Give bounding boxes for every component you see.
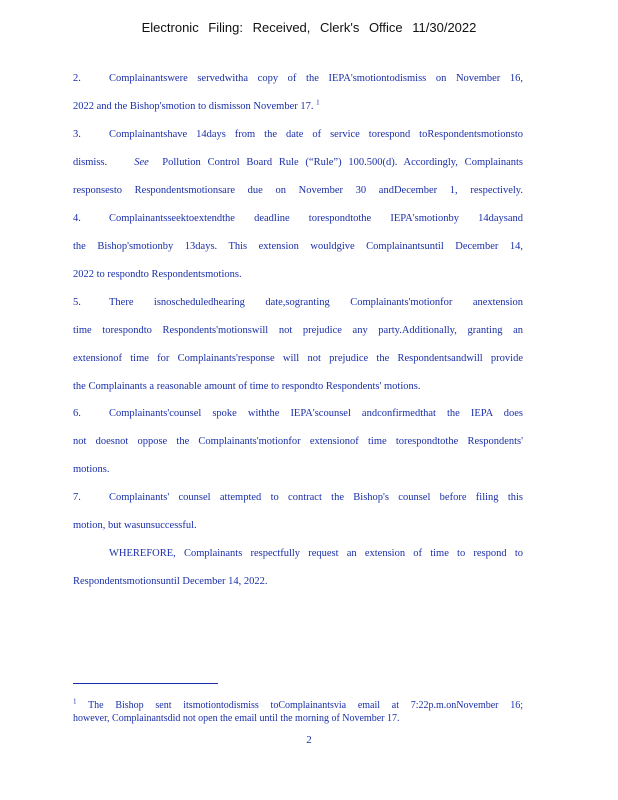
footnote-separator: [73, 683, 218, 684]
footnote-marker: 1: [73, 697, 77, 706]
footnote-text: The Bishop sent itsmotiontodismiss toComplainantsvia email at 7:22p.m.onNovember 16;: [88, 700, 523, 711]
wherefore-text: WHEREFORE, Complainants respectfully request an extension of time to respond to: [109, 548, 523, 559]
paragraph-text: Pollution Control Board Rule (“Rule”) 100.500(d). Accordingly, Complainants: [162, 157, 524, 168]
paragraph-3-line-1: [73, 128, 523, 142]
paragraph-number: 3.: [73, 129, 81, 140]
paragraph-text: motion, but wasunsuccessful.: [73, 520, 197, 531]
paragraph-text: 2022 to respondto Respondentsmotions.: [73, 269, 242, 280]
paragraph-number: 5.: [73, 297, 81, 308]
paragraph-text: not doesnot oppose the Complainants'motionfor extensionof time torespondtothe Respondents': [73, 436, 523, 447]
paragraph-6-line-3: [73, 463, 523, 477]
paragraph-text: Complainantshave 14days from the date of service torespond toRespondentsmotionsto: [109, 129, 523, 140]
paragraph-2-line-1: [73, 72, 523, 86]
paragraph-text: motions.: [73, 464, 110, 475]
wherefore-text: Respondentsmotionsuntil December 14, 2022.: [73, 576, 268, 587]
footnote-line-2: [73, 712, 523, 725]
paragraph-number: 7.: [73, 492, 81, 503]
paragraph-text: Complainants'counsel spoke withthe IEPA'scounsel andconfirmedthat the IEPA does: [109, 408, 523, 419]
paragraph-text: Complainantswere servedwitha copy of the IEPA'smotiontodismiss on November 16,: [109, 73, 523, 84]
paragraph-5-line-4: [73, 380, 523, 394]
paragraph-text: responsesto Respondentsmotionsare due on November 30 andDecember 1, respectively.: [73, 185, 523, 196]
footnote-line-1: [73, 699, 523, 712]
paragraph-number: 6.: [73, 408, 81, 419]
paragraph-5-line-2: [73, 324, 523, 338]
paragraph-number: 2.: [73, 73, 81, 84]
paragraph-text: dismiss.: [73, 157, 108, 168]
paragraph-7-line-1: [73, 491, 523, 505]
paragraph-number: 4.: [73, 213, 81, 224]
paragraph-5-line-3: [73, 352, 523, 366]
paragraph-text: Complainantsseektoextendthe deadline torespondtothe IEPA'smotionby 14daysand: [109, 213, 523, 224]
paragraph-text: There isnoscheduledhearing date,sogranting Complainants'motionfor anextension: [109, 297, 523, 308]
paragraph-4-line-1: [73, 212, 523, 226]
paragraph-5-line-1: [73, 296, 523, 310]
page-number: 2: [306, 734, 312, 746]
paragraph-4-line-3: [73, 268, 523, 282]
paragraph-text: 2022 and the Bishop'smotion to dismisson November 17.: [73, 101, 314, 112]
paragraph-3-line-2: [73, 156, 523, 170]
paragraph-7-line-2: [73, 519, 523, 533]
wherefore-line-1: [109, 547, 523, 561]
paragraph-text: time torespondto Respondents'motionswill not prejudice any party.Additionally, granting an: [73, 325, 523, 336]
paragraph-3-line-3: [73, 184, 523, 198]
wherefore-line-2: [73, 575, 523, 589]
paragraph-4-line-2: [73, 240, 523, 254]
paragraph-6-line-1: [73, 407, 523, 421]
paragraph-text: Complainants' counsel attempted to contract the Bishop's counsel before filing this: [109, 492, 523, 503]
paragraph-2-line-2: [73, 100, 523, 114]
footnote-reference[interactable]: 1: [316, 98, 320, 107]
footnote-text: however, Complainantsdid not open the email until the morning of November 17.: [73, 713, 400, 724]
paragraph-text: the Bishop'smotionby 13days. This extension wouldgive Complainantsuntil December 14,: [73, 241, 523, 252]
paragraph-text: the Complainants a reasonable amount of time to respondto Respondents' motions.: [73, 381, 421, 392]
citation-signal: See: [134, 157, 149, 168]
filing-header: Electronic Filing: Received, Clerk's Office 11/30/2022: [141, 20, 477, 35]
paragraph-text: extensionof time for Complainants'response will not prejudice the Respondentsandwill provide: [73, 353, 523, 364]
paragraph-6-line-2: [73, 435, 523, 449]
